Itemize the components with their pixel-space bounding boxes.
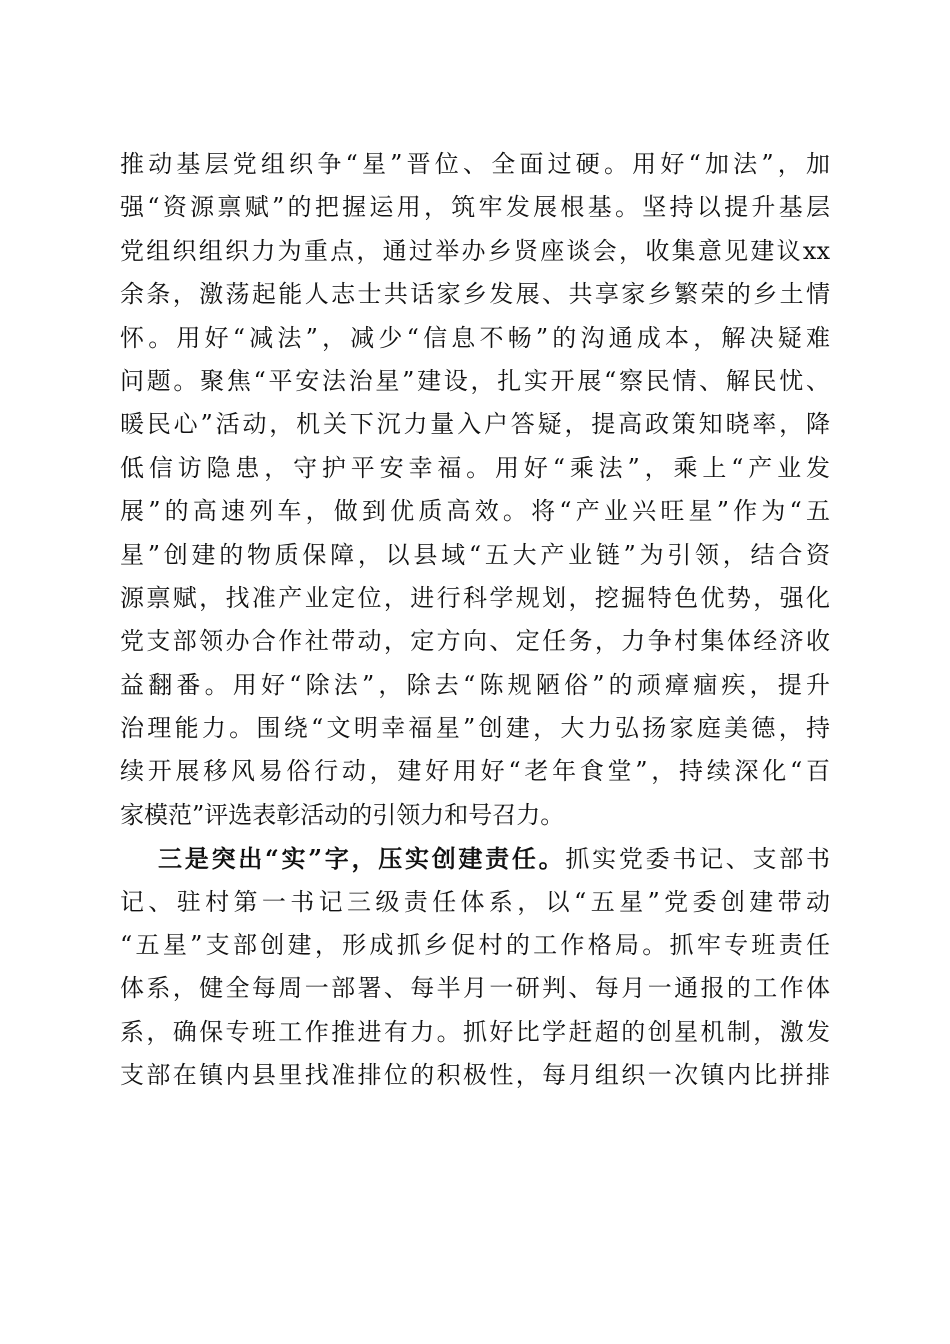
section-heading: 三是突出“实”字，压实创建责任。 bbox=[158, 844, 566, 874]
text-line: 治理能力。围绕“文明幸福星”创建，大力弘扬家庭美德，持 bbox=[120, 714, 830, 743]
text-line: 党组织组织力为重点，通过举办乡贤座谈会，收集意见建议xx bbox=[120, 236, 830, 265]
text-line: 余条，激荡起能人志士共话家乡发展、共享家乡繁荣的乡土情 bbox=[120, 280, 830, 309]
text-run: 抓实党委书记、支部书 bbox=[565, 845, 831, 874]
text-line: 强“资源禀赋”的把握运用，筑牢发展根基。坚持以提升基层 bbox=[120, 193, 830, 222]
text-line: 记、驻村第一书记三级责任体系，以“五星”党委创建带动 bbox=[120, 887, 830, 916]
text-line: “五星”支部创建，形成抓乡促村的工作格局。抓牢专班责任 bbox=[120, 931, 830, 960]
text-line: 星”创建的物质保障，以县域“五大产业链”为引领，结合资 bbox=[120, 540, 830, 569]
text-line: 系，确保专班工作推进有力。抓好比学赶超的创星机制，激发 bbox=[120, 1017, 830, 1046]
text-line: 党支部领办合作社带动，定方向、定任务，力争村集体经济收 bbox=[120, 627, 830, 656]
text-line: 低信访隐患，守护平安幸福。用好“乘法”，乘上“产业发 bbox=[120, 453, 830, 482]
text-line: 源禀赋，找准产业定位，进行科学规划，挖掘特色优势，强化 bbox=[120, 583, 830, 612]
text-line: 问题。聚焦“平安法治星”建设，扎实开展“察民情、解民忧、 bbox=[120, 366, 830, 395]
text-line: 体系，健全每周一部署、每半月一研判、每月一通报的工作体 bbox=[120, 974, 830, 1003]
text-line: 益翻番。用好“除法”，除去“陈规陋俗”的顽瘴痼疾，提升 bbox=[120, 670, 830, 699]
paragraph-2-first-line bbox=[120, 837, 830, 880]
document-body bbox=[120, 143, 830, 1098]
paragraph-1 bbox=[120, 143, 830, 837]
text-line: 续开展移风易俗行动，建好用好“老年食堂”，持续深化“百 bbox=[120, 757, 830, 786]
text-line: 展”的高速列车，做到优质高效。将“产业兴旺星”作为“五 bbox=[120, 497, 830, 526]
text-line: 暖民心”活动，机关下沉力量入户答疑，提高政策知晓率，降 bbox=[120, 410, 830, 439]
text-line: 推动基层党组织争“星”晋位、全面过硬。用好“加法”，加 bbox=[120, 150, 830, 178]
text-line: 怀。用好“减法”，减少“信息不畅”的沟通成本，解决疑难 bbox=[120, 323, 830, 352]
paragraph-2 bbox=[120, 837, 830, 1097]
text-line: 家模范”评选表彰活动的引领力和号召力。 bbox=[120, 800, 565, 829]
text-line: 支部在镇内县里找准排位的积极性，每月组织一次镇内比拼排 bbox=[120, 1061, 830, 1090]
